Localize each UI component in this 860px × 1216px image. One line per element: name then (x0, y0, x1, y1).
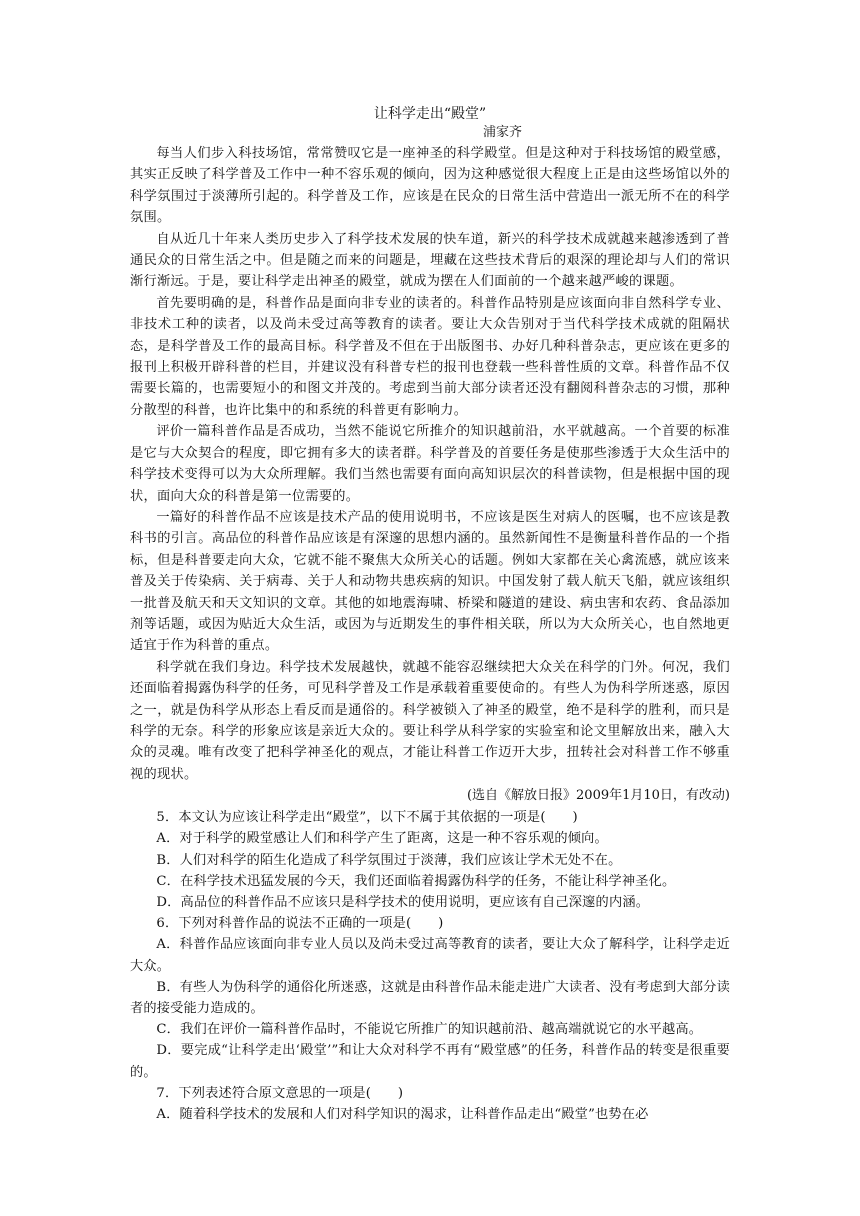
question-option: D．高品位的科普作品不应该只是科学技术的使用说明，更应该有自己深邃的内涵。 (156, 895, 650, 910)
article-paragraph: 每当人们步入科技场馆，常常赞叹它是一座神圣的科学殿堂。但是这种对于科技场馆的殿堂感，其实正反映了科学普及工作中一种不容乐观的倾向，因为这种感觉很大程度上正是由这些场馆以外的科学氛围过于淡薄所引起的。科学普及工作，应该是在民众的日常生活中营造出一派无所不在的科学氛围。 (130, 146, 730, 226)
question-option: B．人们对科学的陌生化造成了科学氛围过于淡薄，我们应该让学术无处不在。 (156, 852, 622, 868)
document-page (130, 104, 730, 1125)
article-paragraph: 一篇好的科普作品不应该是技术产品的使用说明书，不应该是医生对病人的医嘱，也不应该是教科书的引言。高品位的科普作品应该是有深邃的思想内涵的。虽然新闻性不是衡量科普作品的一个指标，但是科普要走向大众，它就不能不聚焦大众所关心的话题。例如大家都在关心禽流感，就应该来普及关于传染病、关于病毒、关于人和动物共患疾病的知识。中国发射了载人航天飞船，就应该组织一批普及航天和天文知识的文章。其他的如地震海啸、桥梁和隧道的建设、病虫害和农药、食品添加剂等话题，或因为贴近大众生活，或因为与近期发生的事件相关联，所以为大众所关心，也自然地更适宜于作为科普的重点。 (130, 509, 730, 654)
question-stem: 7．下列表述符合原文意思的一项是( ) (156, 1085, 404, 1101)
article-paragraph: 自从近几十年来人类历史步入了科学技术发展的快车道，新兴的科学技术成就越来越渗透到了普通民众的日常生活之中。但是随之而来的问题是，埋藏在这些技术背后的艰深的理论却与人们的常识渐行渐远。于是，要让科学走出神圣的殿堂，就成为摆在人们面前的一个越来越严峻的课题。 (130, 231, 730, 290)
question-option: C．在科学技术迅猛发展的今天，我们还面临着揭露伪科学的任务，不能让科学神圣化。 (156, 873, 676, 889)
question-option: B．有些人为伪科学的通俗化所迷惑，这就是由科普作品未能走进广大读者、没有考虑到大部分读者的接受能力造成的。 (130, 979, 730, 1017)
article-paragraph: 首先要明确的是，科普作品是面向非专业的读者的。科普作品特别是应该面向非自然科学专业、非技术工种的读者，以及尚未受过高等教育的读者。要让大众告别对于当代科学技术成就的阻隔状态，是科学普及工作的最高目标。科学普及不但在于出版图书、办好几种科普杂志，更应该在更多的报刊上积极开辟科普的栏目，并建议没有科普专栏的报刊也登载一些科普性质的文章。科普作品不仅需要长篇的，也需要短小的和图文并茂的。考虑到当前大部分读者还没有翻阅科普杂志的习惯，那种分散型的科普，也许比集中的和系统的科普更有影响力。 (130, 295, 730, 418)
question-option: A．对于科学的殿堂感让人们和科学产生了距离，这是一种不容乐观的倾向。 (156, 831, 608, 847)
article-paragraph: 科学就在我们身边。科学技术发展越快，就越不能容忍继续把大众关在科学的门外。何况，我们还面临着揭露伪科学的任务，可见科学普及工作是承载着重要使命的。有些人为伪科学所迷惑，原因之一，就是伪科学从形态上看反而是通俗的。科学被锁入了神圣的殿堂，绝不是科学的胜利，而只是科学的无奈。科学的形象应该是亲近大众的。要让科学从科学家的实验室和论文里解放出来，融入大众的灵魂。唯有改变了把科学神圣化的观点，才能让科普工作迈开大步，扭转社会对科普工作不够重视的现状。 (130, 659, 730, 782)
question-stem: 5．本文认为应该让科学走出“殿堂”，以下不属于其依据的一项是( ) (156, 810, 578, 826)
article-source: (选自《解放日报》2009年1月10日，有改动) (466, 788, 730, 804)
article-paragraph: 评价一篇科普作品是否成功，当然不能说它所推介的知识越前沿，水平就越高。一个首要的标准是它与大众契合的程度，即它拥有多大的读者群。科学普及的首要任务是使那些渗透于大众生活中的科学技术变得可以为大众所理解。我们当然也需要有面向高知识层次的科普读物，但是根据中国的现状，面向大众的科普是第一位需要的。 (130, 424, 730, 504)
article-author: 浦家齐 (482, 125, 522, 140)
question-option: A．随着科学技术的发展和人们对科学知识的渴求，让科普作品走出“殿堂”也势在必 (156, 1107, 649, 1123)
question-option: A．科普作品应该面向非专业人员以及尚未受过高等教育的读者，要让大众了解科学，让科学走近大众。 (130, 937, 730, 974)
question-option: D．要完成“让科学走出‘殿堂’”和让大众对科学不再有“殿堂感”的任务，科普作品的转变是很重要的。 (130, 1043, 730, 1080)
question-stem: 6．下列对科普作品的说法不正确的一项是( ) (156, 916, 444, 932)
question-option: C．我们在评价一篇科普作品时，不能说它所推广的知识越前沿、越高端就说它的水平越高。 (156, 1022, 703, 1038)
article-title: 让科学走出“殿堂” (373, 106, 487, 122)
